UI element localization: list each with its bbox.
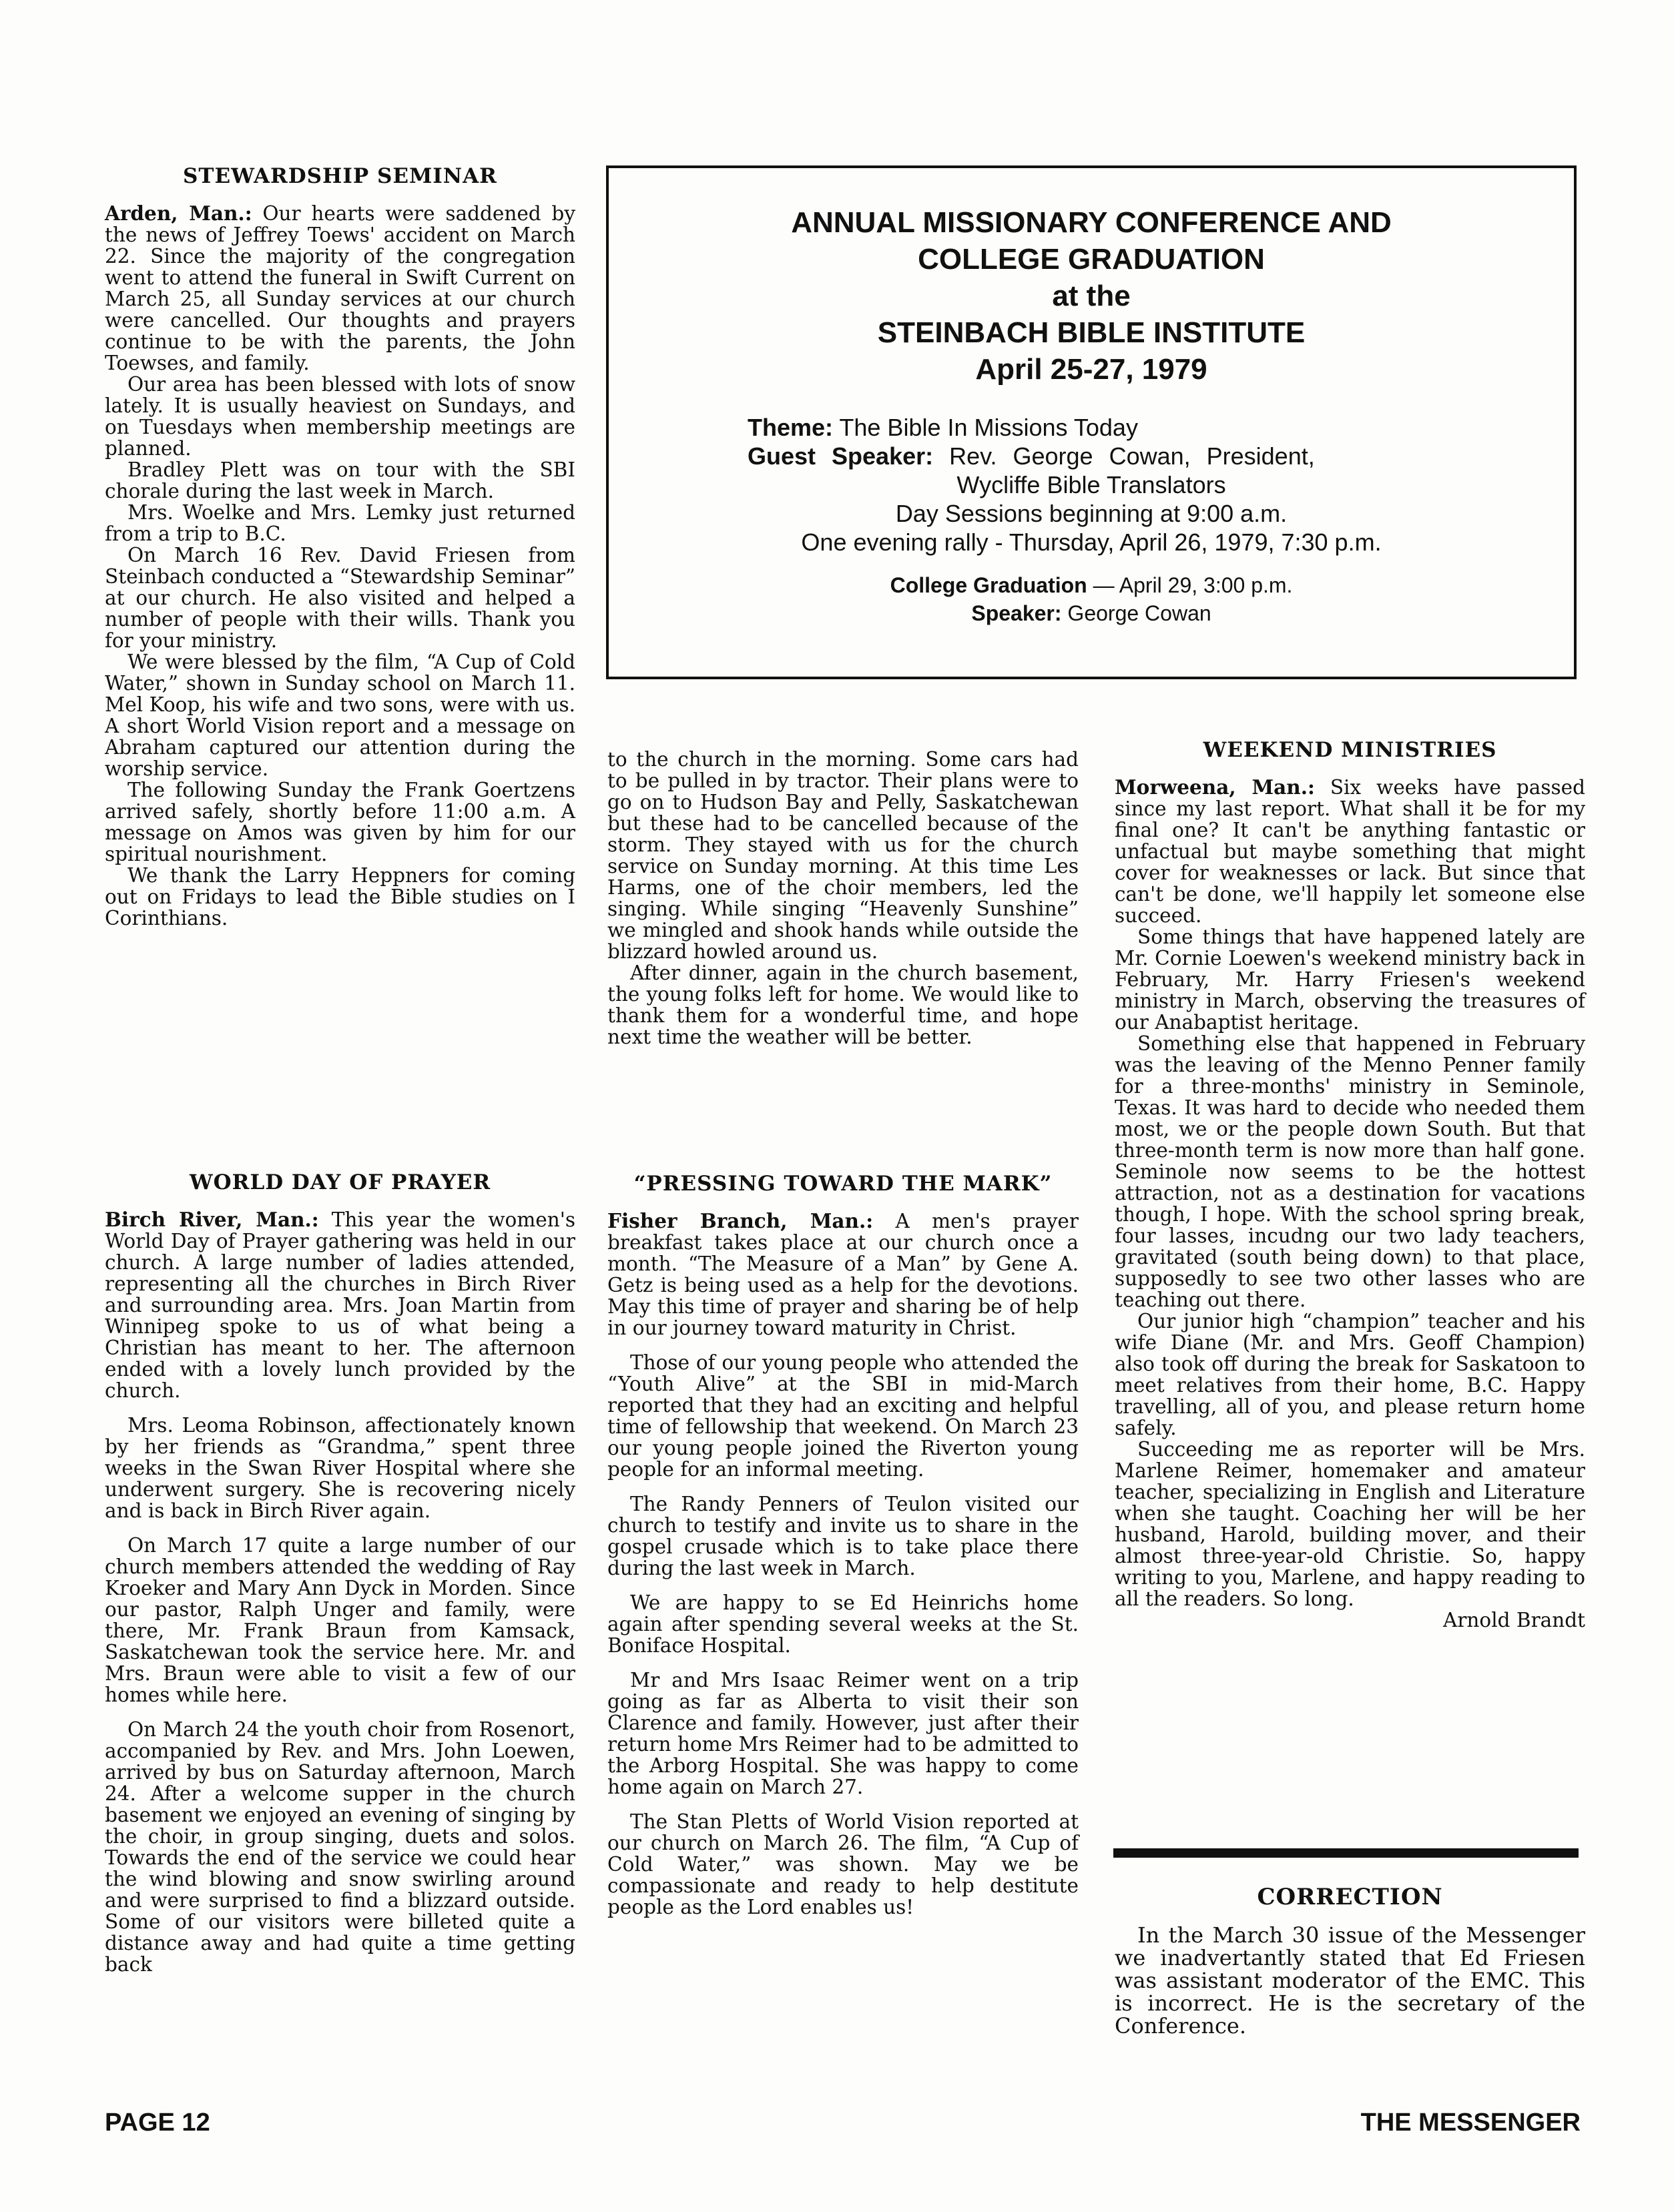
article-paragraph: Our junior high “champion” teacher and his wife Diane (Mr. and Mrs. Geoff Champion) also took off during the break for Saskatoon to meet relatives from their home, B.C. Happy travelling, all of you, and please return home safely. [1115, 1310, 1585, 1439]
page-number: PAGE 12 [105, 2109, 210, 2137]
article-paragraph: On March 16 Rev. David Friesen from Steinbach conducted a “Stewardship Seminar” at our church. He also visited and helped a number of people with their wills. Thank you for your ministry. [105, 544, 575, 652]
article-place: Arden, Man.: [105, 202, 252, 225]
correction-text: In the March 30 issue of the Messenger we inadvertantly stated that Ed Friesen was assistant moderator of the EMC. This is incorrect. He is the secretary of the Conference. [1115, 1922, 1585, 2039]
paragraph-text: This year the women's World Day of Prayer gathering was held in our church. A large number of ladies attended, representing all the churches in Birch River and surrounding area. Mrs. Joan Martin from Winnipeg spoke to us of what being a Christian has meant to her. The afternoon ended with a lovely lunch provided by the church. [105, 1208, 575, 1402]
theme-value: The Bible In Missions Today [839, 414, 1138, 441]
article-paragraph: Something else that happened in February was the leaving of the Menno Penner family for a three-months' ministry in Seminole, Texas. It was hard to decide who needed them most, we or the people down South. But that three-month term is now more than half gone. Seminole now seems to be the hottest attraction, not as a destination for vacations though, I hope. With the school spring break, four lasses, incudng our two lady teachers, gravitated (south being down) to that place, supposedly to see two other lasses who are teaching out there. [1115, 1032, 1585, 1311]
title-line: April 25-27, 1979 [975, 353, 1207, 386]
paragraph-text: Our hearts were saddened by the news of Jeffrey Toews' accident on March 22. Since the majority of the congregation went to attend the funeral in Swift Current on March 25, all Sunday services at our church were cancelled. Our thoughts and prayers continue to be with the parents, the John Toewses, and family. [105, 202, 575, 374]
weekend-article [1115, 739, 1585, 1631]
graduation-info [609, 571, 1574, 627]
graduation-speaker-line [609, 599, 1574, 627]
title-line: ANNUAL MISSIONARY CONFERENCE AND [791, 206, 1392, 239]
article-paragraph: Those of our young people who attended the “Youth Alive” at the SBI in mid-March reported that they had an exciting and helpful time of fellowship that weekend. On March 23 our young people joined the Riverton young people for an informal meeting. [607, 1351, 1079, 1481]
article-paragraph: Our area has been blessed with lots of snow lately. It is usually heaviest on Sundays, and on Tuesdays when membership meetings are planned. [105, 373, 575, 460]
article-heading: WEEKEND MINISTRIES [1203, 738, 1497, 762]
article-heading: WORLD DAY OF PRAYER [189, 1170, 491, 1194]
article-paragraph: Succeeding me as reporter will be Mrs. Marlene Reimer, homemaker and amateur teacher, specializing in English and Literature when she taught. Coaching her will be her husband, Harold, building mover, and their almost three-year-old Christie. So, happy writing to you, Marlene, and happy reading to all the readers. So long. [1115, 1438, 1585, 1610]
conference-title [609, 204, 1574, 388]
pressing-article [607, 1173, 1079, 1918]
article-paragraph: Some things that have happened lately are Mr. Cornie Loewen's weekend ministry back in February, Mr. Harry Friesen's weekend ministry in March, observing the treasures of our Anabaptist heritage. [1115, 926, 1585, 1034]
article-paragraph: On March 24 the youth choir from Rosenort, accompanied by Rev. and Mrs. John Loewen, arrived by bus on Saturday afternoon, March 24. After a welcome supper in the church basement we enjoyed an evening of singing by the choir, in group singing, duets and solos. Towards the end of the service we could hear the wind blowing and snow swirling around and were surprised to find a blizzard outside. Some of our visitors were billeted quite a distance away and had quite a time getting back [105, 1718, 575, 1976]
article-paragraph: We are happy to se Ed Heinrichs home again after spending several weeks at the St. Boniface Hospital. [607, 1591, 1079, 1657]
article-paragraph [607, 1210, 1079, 1339]
prayer-article [105, 1172, 575, 1975]
article-paragraph [1115, 777, 1585, 926]
article-paragraph: to the church in the morning. Some cars had to be pulled in by tractor. Their plans were to go on to Hudson Bay and Pelly, Saskatchewan but these had to be cancelled because of the storm. They stayed with us for the church service on Sunday morning. At this time Les Harms, one of the choir members, led the singing. While singing “Heavenly Sunshine” we mingled and shook hands while outside the blizzard howled around us. [607, 748, 1079, 963]
paragraph-text: A men's prayer breakfast takes place at our church once a month. “The Measure of a Man” by Gene A. Getz is being used as a help for the devotions. May this time of prayer and sharing be of help in our journey toward maturity in Christ. [607, 1210, 1079, 1339]
correction-notice [1115, 1886, 1585, 2037]
day-sessions: Day Sessions beginning at 9:00 a.m. [895, 500, 1288, 527]
section-divider [1113, 1848, 1579, 1858]
article-paragraph: Mr and Mrs Isaac Reimer went on a trip going as far as Alberta to visit their son Clarence and family. However, just after their return home Mrs Reimer had to be admitted to the Arborg Hospital. She was happy to come home again on March 27. [607, 1669, 1079, 1798]
article-paragraph: Mrs. Woelke and Mrs. Lemky just returned from a trip to B.C. [105, 501, 575, 545]
article-paragraph: Bradley Plett was on tour with the SBI chorale during the last week in March. [105, 458, 575, 502]
article-place: Morweena, Man.: [1115, 775, 1315, 799]
theme-line [609, 413, 1574, 442]
speaker-value: Rev. George Cowan, President, [949, 442, 1315, 470]
title-line: COLLEGE GRADUATION [918, 243, 1265, 276]
conference-announcement-box [606, 165, 1577, 679]
speaker-line [609, 442, 1574, 470]
evening-rally: One evening rally - Thursday, April 26, 1979, 7:30 p.m. [801, 528, 1382, 556]
graduation-value: — April 29, 3:00 p.m. [1087, 573, 1293, 597]
speaker-label: Guest Speaker: [748, 442, 934, 470]
conference-details [609, 413, 1574, 557]
article-place: Birch River, Man.: [105, 1208, 319, 1231]
article-paragraph: The Randy Penners of Teulon visited our church to testify and invite us to share in the gospel crusade which is to take place there during the last week in March. [607, 1493, 1079, 1579]
graduation-speaker-label: Speaker: [971, 601, 1062, 625]
article-heading: STEWARDSHIP SEMINAR [183, 164, 497, 188]
article-paragraph [105, 1209, 575, 1401]
article-paragraph: The Stan Pletts of World Vision reported at our church on March 26. The film, “A Cup of Cold Water,” was shown. May we be compassionate and ready to help destitute people as the Lord enables us! [607, 1810, 1079, 1918]
prayer-article-continued [607, 749, 1079, 1048]
article-paragraph: Mrs. Leoma Robinson, affectionately known by her friends as “Grandma,” spent three weeks in the Swan River Hospital where she underwent surgery. She is recovering nicely and is back in Birch River again. [105, 1414, 575, 1522]
article-paragraph: We were blessed by the film, “A Cup of Cold Water,” shown in Sunday school on March 11. Mel Koop, his wife and two sons, were with us. A short World Vision report and a message on Abraham captured our attention during the worship service. [105, 651, 575, 780]
speaker-org: Wycliffe Bible Translators [956, 471, 1226, 498]
title-line: STEINBACH BIBLE INSTITUTE [877, 316, 1306, 349]
article-paragraph: The following Sunday the Frank Goertzens arrived safely, shortly before 11:00 a.m. A message on Amos was given by him for our spiritual nourishment. [105, 779, 575, 865]
article-paragraph: After dinner, again in the church basement, the young folks left for home. We would like to thank them for a wonderful time, and hope next time the weather will be better. [607, 962, 1079, 1048]
correction-heading: CORRECTION [1257, 1884, 1443, 1910]
graduation-speaker-value: George Cowan [1067, 601, 1211, 625]
article-paragraph: We thank the Larry Heppners for coming out on Fridays to lead the Bible studies on I Corinthians. [105, 864, 575, 930]
publication-name: THE MESSENGER [1360, 2109, 1581, 2137]
stewardship-article [105, 165, 575, 929]
correction-body [1115, 1886, 1585, 2037]
title-line: at the [1052, 280, 1131, 312]
article-signature: Arnold Brandt [1443, 1609, 1585, 1631]
graduation-line [609, 571, 1574, 599]
article-place: Fisher Branch, Man.: [607, 1209, 874, 1232]
article-heading: “PRESSING TOWARD THE MARK” [633, 1172, 1053, 1196]
article-paragraph: On March 17 quite a large number of our church members attended the wedding of Ray Kroeker and Mary Ann Dyck in Morden. Since our pastor, Ralph Unger and family, were there, Mr. Frank Braun from Kamsack, Saskatchewan took the service here. Mr. and Mrs. Braun were able to visit a few of our homes while here. [105, 1534, 575, 1706]
graduation-label: College Graduation [890, 573, 1087, 597]
paragraph-text: Six weeks have passed since my last report. What shall it be for my final one? It can't be anything fantastic or unfactual but maybe something that might cover for weaknesses or lack. But since that can't be done, we'll happily let someone else succeed. [1115, 776, 1585, 927]
article-paragraph [105, 203, 575, 374]
theme-label: Theme: [748, 414, 834, 441]
